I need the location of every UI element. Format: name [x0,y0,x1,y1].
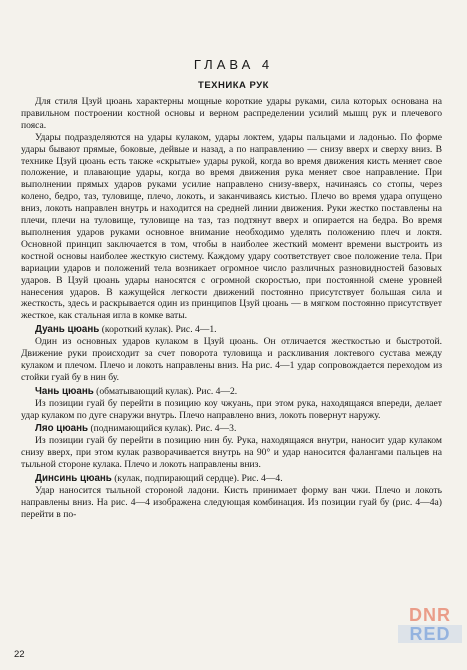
subsection-desc: (обматывающий кулак). Рис. 4—2. [93,385,238,397]
subsection-name: Чань цюань [35,385,94,397]
subsection-name: Ляо цюань [35,423,89,435]
subsection-name: Динсинь цюань [35,473,112,485]
watermark-bottom: RED [398,625,462,643]
paragraph: Удары подразделяются на удары кулаком, удары локтем, удары пальцами и ладонью. По форме удары бывают прямые, боковые, дейвые и назад, а по направлению — снизу вверх и сверху вниз. В технике Цзуй цюань есть также «скрытые» удары рукой, когда во время движения кисть меняет свое положение, и плавающие удары, когда во время движения рука меняет свое направление. При выполнении прямых ударов руками усилие направлено снизу-вверх, начинаясь со стопы, через колено, бедро, таз, туловище, плечо, локоть, и заканчиваясь кистью. Плечо во время удара опущено вниз, локоть направлен внутрь и находится на средней линии движения. Руки жестко поставлены на плечи, плечи на туловище, туловище на таз, таз подтянут вверх и опирается на бедра. Во время выполнения ударов руками основное внимание необходимо уделять положению плеч и локтя. Основной принцип заключается в том, чтобы в наиболее жесткий момент времени выстроить из костной основы наиболее жесткую систему. Каждому удару соответствует свое положение тела. При вариации ударов и положений тела возникает огромное число различных разновидностей базовых ударов. В Цзуй цюань удары наносятся с огромной скоростью, при постоянной смене уровней нанесения ударов. В кажущейся легкости движений постоянно присутствует большая сила и жесткость, здесь и раскрывается один из принципов Цзуй цюань — в мягком постоянно присутствует жесткое, как стальная игла в комке ваты. [21,131,442,322]
paragraph: Удар наносится тыльной стороной ладони. Кисть принимает форму ван чжи. Плечо и локоть направлены вниз. На рис. 4—4 изображена следующая комбинация. Из позиции гуай бу (рис. 4—4а) перейти в по- [21,485,442,520]
subsection-heading [21,386,442,398]
section-title: ТЕХНИКА РУК [198,80,269,91]
subsection-heading [21,324,442,336]
paragraph: Один из основных ударов кулаком в Цзуй цюань. Он отличается жесткостью и быстротой. Движение руки происходит за счет поворота туловища и раскливания локтевого сустава между кулаком и плечом. Плечо и локоть направлены вниз. На рис. 4—1 удар сопровождается переходом из стойки гуай бу в нин бу. [21,336,442,383]
subsection-desc: (кулак, подпирающий сердце). Рис. 4—4. [111,473,283,485]
paragraph: Для стиля Цзуй цюань характерны мощные короткие удары руками, сила которых основана на правильном построении костной основы и верном распределении усилий мышц рук и плечевого пояса. [21,96,442,131]
watermark-top: DNR [409,605,451,625]
subsection-desc: (поднимающийся кулак). Рис. 4—3. [88,423,237,435]
subsection-heading [21,423,442,435]
page-number: 22 [14,649,25,660]
chapter-title: ГЛАВА 4 [193,57,274,72]
paragraph: Из позиции гуай бу перейти в позицию нин бу. Рука, находящаяся внутри, наносит удар кулаком снизу вверх, при этом кулак разворачивается внутрь на 90° и удар наносится фалангами пальцев на тыльной стороне кулака. Плечо и локоть направлены вниз. [21,435,442,471]
subsection-name: Дуань цюань [35,324,100,336]
page-body [21,96,442,521]
subsection-desc: (короткий кулак). Рис. 4—1. [99,324,217,336]
subsection-heading [21,473,442,485]
paragraph: Из позиции гуай бу перейти в позицию коу чжуань, при этом рука, находящаяся впереди, делает удар кулаком по дуге снаружи внутрь. Плечо направлено вниз, локоть повернут наружу. [21,397,442,421]
watermark-logo [398,606,462,660]
